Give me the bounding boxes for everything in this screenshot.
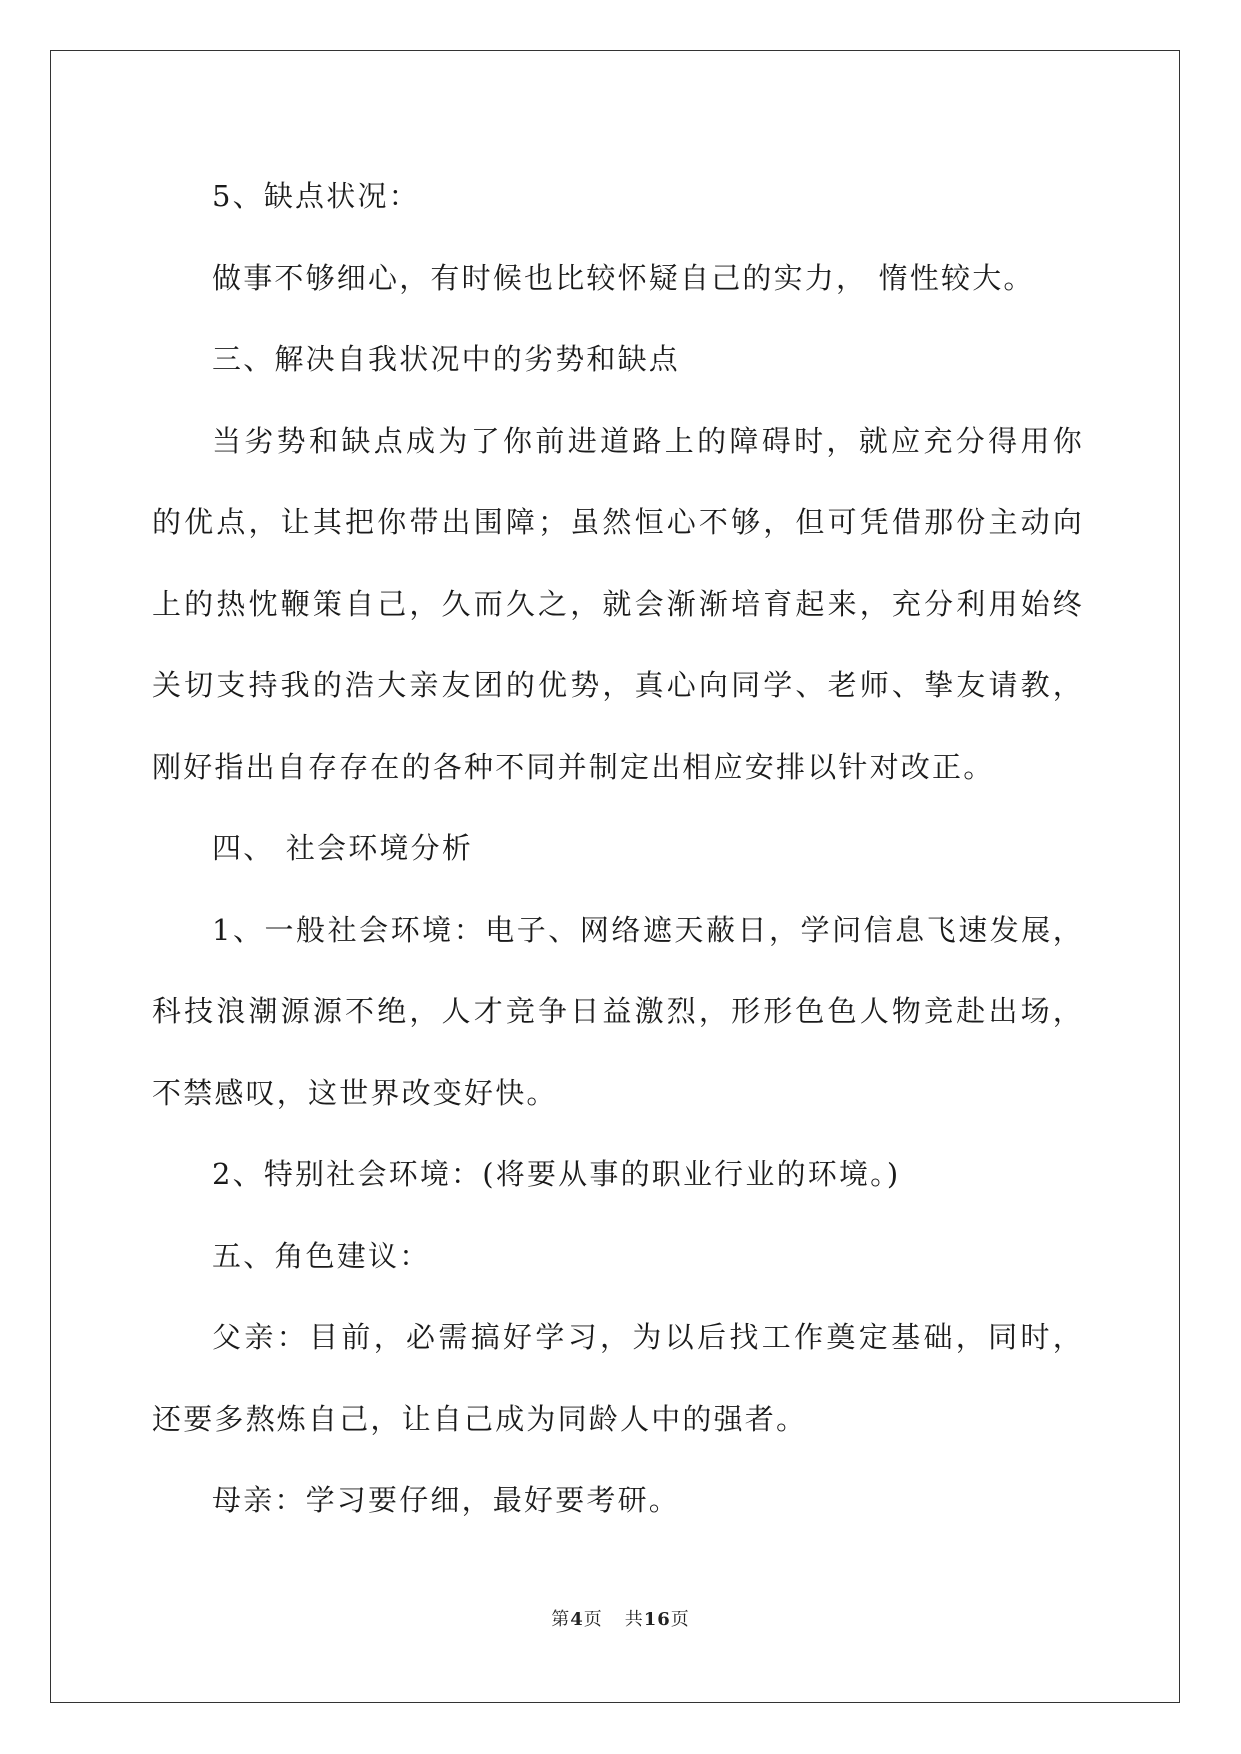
page-current-number: 4 xyxy=(570,1609,584,1630)
paragraph-general-environment: 1、一般社会环境：电子、网络遮天蔽日，学问信息飞速发展，科技浪潮源源不绝，人才竞争日益激烈，形形色色人物竞赴出场，不禁感叹，这世界改变好快。 xyxy=(152,912,1084,1110)
paragraph-section-three-heading: 三、解决自我状况中的劣势和缺点 xyxy=(212,342,681,376)
page-suffix: 页 xyxy=(583,1609,603,1630)
total-prefix: 共 xyxy=(624,1609,644,1630)
document-body xyxy=(152,164,1084,1542)
paragraph-mother-advice: 母亲：学习要仔细，最好要考研。 xyxy=(212,1483,681,1517)
total-suffix: 页 xyxy=(670,1609,690,1630)
paragraph-weakness-detail: 做事不够细心，有时候也比较怀疑自己的实力， 惰性较大。 xyxy=(212,260,1035,295)
paragraph-special-environment: 2、特别社会环境：(将要从事的职业行业的环境。) xyxy=(212,1157,901,1191)
page-total-number: 16 xyxy=(643,1609,671,1630)
paragraph-weakness-heading: 5、缺点状况： xyxy=(212,179,420,213)
paragraph-father-advice: 父亲：目前，必需搞好学习，为以后找工作奠定基础，同时，还要多熬炼自己，让自己成为同龄人中的强者。 xyxy=(152,1320,1084,1436)
paragraph-section-five-heading: 五、角色建议： xyxy=(212,1238,431,1273)
page-prefix: 第 xyxy=(551,1609,571,1630)
page-footer xyxy=(0,1605,1241,1631)
paragraph-section-three-body: 当劣势和缺点成为了你前进道路上的障碍时，就应充分得用你的优点，让其把你带出围障；虽然恒心不够，但可凭借那份主动向上的热忱鞭策自己，久而久之，就会渐渐培育起来，充分利用始终关切支持我的浩大亲友团的优势，真心向同学、老师、挚友请教，刚好指出自存存在的各种不同并制定出相应安排以针对改正。 xyxy=(152,423,1084,784)
paragraph-section-four-heading: 四、 社会环境分析 xyxy=(212,831,474,865)
